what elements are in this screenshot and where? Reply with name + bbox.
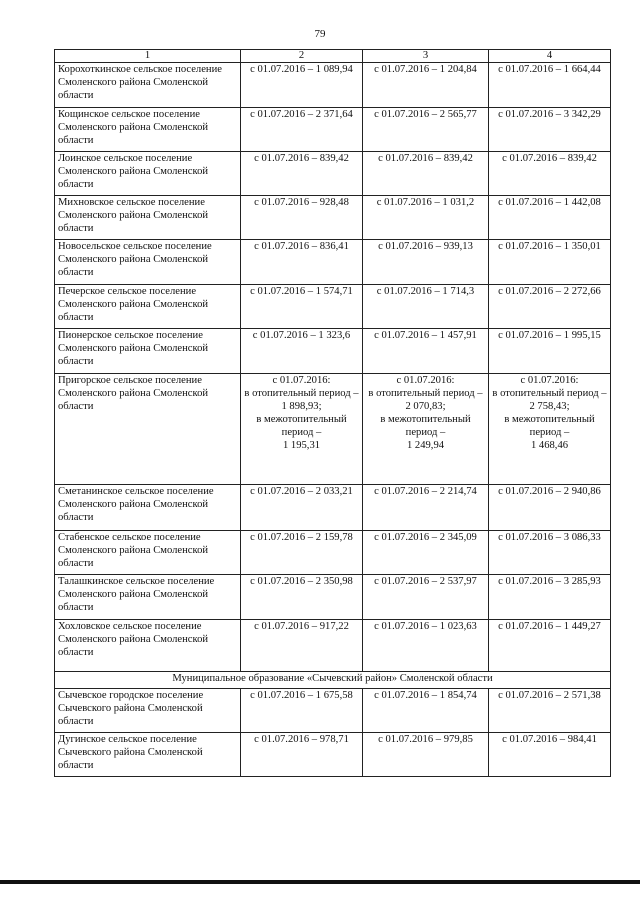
- column-header-4: 4: [489, 50, 611, 63]
- page-number: 79: [314, 28, 326, 40]
- table-row: [55, 374, 611, 485]
- tariff-value: с 01.07.2016 – 1 664,44: [489, 63, 611, 108]
- settlement-name: Стабенское сельское поселение Смоленского района Смоленской области: [55, 531, 241, 575]
- table-row: [55, 152, 611, 196]
- table-row: [55, 485, 611, 531]
- tariff-value: с 01.07.2016 – 1 350,01: [489, 240, 611, 285]
- tariff-value: с 01.07.2016: в отопительный период – 2 758,43; в межотопительный период – 1 468,46: [489, 374, 611, 485]
- tariff-value: с 01.07.2016 – 3 086,33: [489, 531, 611, 575]
- settlement-name: Талашкинское сельское поселение Смоленского района Смоленской области: [55, 575, 241, 620]
- tariff-value: с 01.07.2016 – 2 033,21: [241, 485, 363, 531]
- tariff-value: с 01.07.2016 – 839,42: [489, 152, 611, 196]
- table-row: [55, 63, 611, 108]
- table-row: [55, 620, 611, 672]
- tariff-value: с 01.07.2016 – 2 272,66: [489, 285, 611, 329]
- tariff-value: с 01.07.2016 – 1 714,3: [363, 285, 489, 329]
- tariff-value: с 01.07.2016 – 839,42: [363, 152, 489, 196]
- tariff-value: с 01.07.2016 – 2 159,78: [241, 531, 363, 575]
- tariff-value: с 01.07.2016 – 1 031,2: [363, 196, 489, 240]
- tariff-value: с 01.07.2016 – 836,41: [241, 240, 363, 285]
- settlement-name: Сычевское городское поселение Сычевского района Смоленской области: [55, 688, 241, 732]
- bottom-rule: [0, 880, 640, 884]
- tariff-value: с 01.07.2016 – 1 574,71: [241, 285, 363, 329]
- table-row: [55, 196, 611, 240]
- tariff-value: с 01.07.2016 – 978,71: [241, 732, 363, 776]
- tariff-value: с 01.07.2016 – 928,48: [241, 196, 363, 240]
- column-header-3: 3: [363, 50, 489, 63]
- tariff-value: с 01.07.2016 – 1 449,27: [489, 620, 611, 672]
- tariff-value: с 01.07.2016 – 3 342,29: [489, 108, 611, 152]
- settlement-name: Михновское сельское поселение Смоленского района Смоленской области: [55, 196, 241, 240]
- header-row: [55, 50, 611, 63]
- table-row: [55, 732, 611, 776]
- table-row: [55, 240, 611, 285]
- tariff-value: с 01.07.2016 – 1 323,6: [241, 329, 363, 374]
- tariff-value: с 01.07.2016 – 1 995,15: [489, 329, 611, 374]
- settlement-name: Сметанинское сельское поселение Смоленского района Смоленской области: [55, 485, 241, 531]
- settlement-name: Лоинское сельское поселение Смоленского района Смоленской области: [55, 152, 241, 196]
- tariff-value: с 01.07.2016 – 1 089,94: [241, 63, 363, 108]
- tariff-value: с 01.07.2016 – 1 854,74: [363, 688, 489, 732]
- table-row: [55, 688, 611, 732]
- section-row: [55, 672, 611, 689]
- section-heading: Муниципальное образование «Сычевский район» Смоленской области: [55, 672, 611, 689]
- settlement-name: Кощинское сельское поселение Смоленского района Смоленской области: [55, 108, 241, 152]
- tariff-value: с 01.07.2016 – 979,85: [363, 732, 489, 776]
- tariff-value: с 01.07.2016: в отопительный период – 1 898,93; в межотопительный период – 1 195,31: [241, 374, 363, 485]
- tariff-table: [54, 49, 611, 777]
- tariff-value: с 01.07.2016 – 2 214,74: [363, 485, 489, 531]
- settlement-name: Новосельское сельское поселение Смоленского района Смоленской области: [55, 240, 241, 285]
- tariff-value: с 01.07.2016 – 1 442,08: [489, 196, 611, 240]
- tariff-value: с 01.07.2016 – 3 285,93: [489, 575, 611, 620]
- tariff-value: с 01.07.2016 – 1 204,84: [363, 63, 489, 108]
- tariff-value: с 01.07.2016 – 2 345,09: [363, 531, 489, 575]
- tariff-value: с 01.07.2016 – 1 457,91: [363, 329, 489, 374]
- tariff-value: с 01.07.2016 – 2 537,97: [363, 575, 489, 620]
- tariff-value: с 01.07.2016 – 2 940,86: [489, 485, 611, 531]
- settlement-name: Дугинское сельское поселение Сычевского района Смоленской области: [55, 732, 241, 776]
- tariff-value: с 01.07.2016 – 2 565,77: [363, 108, 489, 152]
- settlement-name: Хохловское сельское поселение Смоленского района Смоленской области: [55, 620, 241, 672]
- settlement-name: Печерское сельское поселение Смоленского района Смоленской области: [55, 285, 241, 329]
- tariff-value: с 01.07.2016 – 1 675,58: [241, 688, 363, 732]
- tariff-value: с 01.07.2016: в отопительный период – 2 070,83; в межотопительный период – 1 249,94: [363, 374, 489, 485]
- column-header-2: 2: [241, 50, 363, 63]
- column-header-1: 1: [55, 50, 241, 63]
- tariff-value: с 01.07.2016 – 2 350,98: [241, 575, 363, 620]
- tariff-value: с 01.07.2016 – 1 023,63: [363, 620, 489, 672]
- tariff-value: с 01.07.2016 – 939,13: [363, 240, 489, 285]
- tariff-value: с 01.07.2016 – 839,42: [241, 152, 363, 196]
- table-row: [55, 285, 611, 329]
- tariff-value: с 01.07.2016 – 2 371,64: [241, 108, 363, 152]
- settlement-name: Пригорское сельское поселение Смоленского района Смоленской области: [55, 374, 241, 485]
- tariff-value: с 01.07.2016 – 917,22: [241, 620, 363, 672]
- table-row: [55, 575, 611, 620]
- settlement-name: Корохоткинское сельское поселение Смоленского района Смоленской области: [55, 63, 241, 108]
- tariff-value: с 01.07.2016 – 2 571,38: [489, 688, 611, 732]
- table-row: [55, 108, 611, 152]
- table-row: [55, 329, 611, 374]
- tariff-value: с 01.07.2016 – 984,41: [489, 732, 611, 776]
- table-row: [55, 531, 611, 575]
- settlement-name: Пионерское сельское поселение Смоленского района Смоленской области: [55, 329, 241, 374]
